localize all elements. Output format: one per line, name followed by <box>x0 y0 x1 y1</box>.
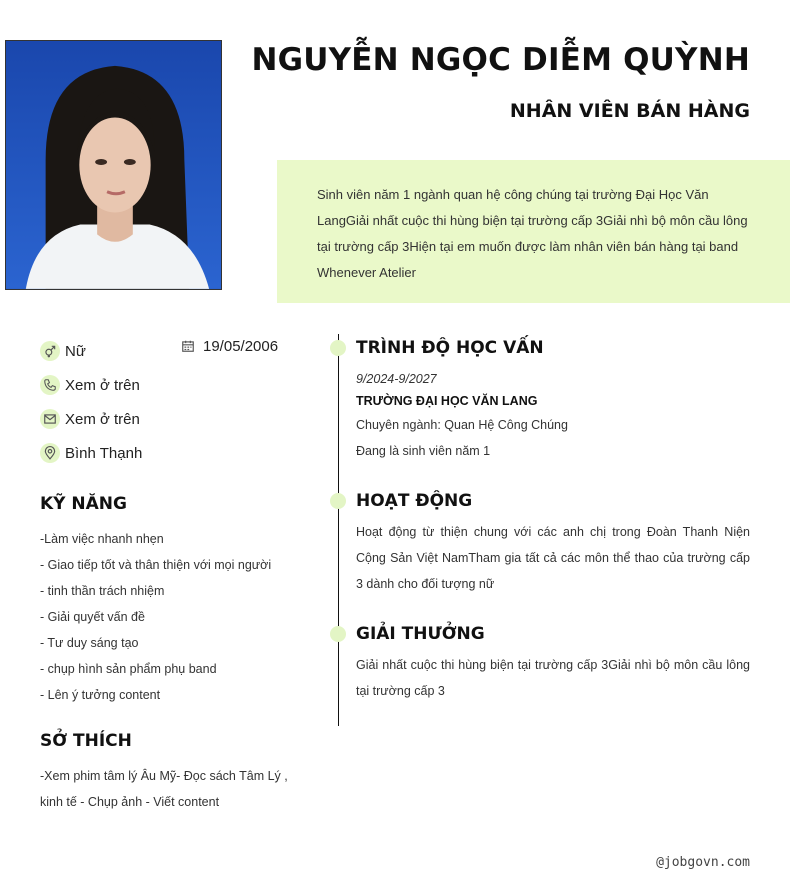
timeline-dot-activities <box>330 493 346 509</box>
contact-address <box>40 436 310 470</box>
awards-section <box>356 624 750 704</box>
contact-gender <box>40 341 86 361</box>
contact-dob <box>178 334 278 358</box>
skill-item: - Tư duy sáng tạo <box>40 636 139 650</box>
hobbies-section <box>40 731 310 815</box>
education-date: 9/2024-9/2027 <box>356 372 437 386</box>
awards-text: Giải nhất cuộc thi hùng biện tại trường cấp 3Giải nhì bộ môn cầu lông tại trường cấp 3 <box>356 658 750 698</box>
summary-box <box>277 160 790 303</box>
hobbies-list <box>40 763 310 815</box>
contact-info <box>40 334 310 470</box>
hobbies-title: SỞ THÍCH <box>40 731 132 751</box>
contact-row-gender <box>40 334 310 368</box>
hobby-line: -Xem phim tâm lý Âu Mỹ- Đọc sách Tâm Lý , <box>40 769 288 783</box>
skills-section <box>40 494 310 708</box>
candidate-name: NGUYỄN NGỌC DIỄM QUỲNH <box>251 42 750 78</box>
education-section <box>356 338 750 464</box>
location-pin-icon <box>40 443 60 463</box>
skill-item: - Giao tiếp tốt và thân thiện với mọi người <box>40 558 272 572</box>
education-school: TRƯỜNG ĐẠI HỌC VĂN LANG <box>356 394 538 408</box>
activities-text: Hoạt động từ thiện chung với các anh chị trong Đoàn Thanh Niện Cộng Sản Việt NamTham gia tất cả các môn thể thao của trường cấp 3 dành cho đối tượng nữ <box>356 525 750 591</box>
timeline-dot-awards <box>330 626 346 642</box>
hobby-line: kinh tế - Chụp ảnh - Viết content <box>40 795 220 809</box>
watermark: @jobgovn.com <box>656 855 750 870</box>
skill-item: - Lên ý tưởng content <box>40 688 161 702</box>
activities-section <box>356 491 750 597</box>
phone-icon <box>40 375 60 395</box>
dob-value: 19/05/2006 <box>203 337 279 355</box>
skill-item: - chụp hình sản phẩm phụ band <box>40 662 217 676</box>
timeline-line <box>338 334 339 726</box>
gender-icon <box>40 341 60 361</box>
education-title: TRÌNH ĐỘ HỌC VẤN <box>356 338 544 358</box>
contact-email <box>40 402 310 436</box>
timeline-dot-education <box>330 340 346 356</box>
profile-photo-portrait <box>6 41 221 289</box>
activities-title: HOẠT ĐỘNG <box>356 491 473 511</box>
education-note: Đang là sinh viên năm 1 <box>356 444 491 458</box>
email-icon <box>40 409 60 429</box>
skill-item: -Làm việc nhanh nhẹn <box>40 532 164 546</box>
phone-value: Xem ở trên <box>65 376 140 394</box>
job-title: NHÂN VIÊN BÁN HÀNG <box>509 100 750 122</box>
skill-item: - Giải quyết vấn đề <box>40 610 145 624</box>
education-major: Chuyên ngành: Quan Hệ Công Chúng <box>356 418 568 432</box>
skills-list <box>40 526 310 708</box>
awards-title: GIẢI THƯỞNG <box>356 624 485 644</box>
calendar-icon <box>178 336 198 356</box>
skills-title: KỸ NĂNG <box>40 494 127 514</box>
email-value: Xem ở trên <box>65 410 140 428</box>
summary-text: Sinh viên năm 1 ngành quan hệ công chúng tại trường Đại Học Văn LangGiải nhất cuộc thi hùng biện tại trường cấp 3Giải nhì bộ môn cầu lông tại trường cấp 3Hiện tại em muốn được làm nhân viên bán hàng tại band Whenever Atelier <box>317 187 748 280</box>
profile-photo <box>5 40 222 290</box>
gender-value: Nữ <box>65 342 86 360</box>
address-value: Bình Thạnh <box>65 444 143 462</box>
skill-item: - tinh thần trách nhiệm <box>40 584 165 598</box>
contact-phone <box>40 368 310 402</box>
